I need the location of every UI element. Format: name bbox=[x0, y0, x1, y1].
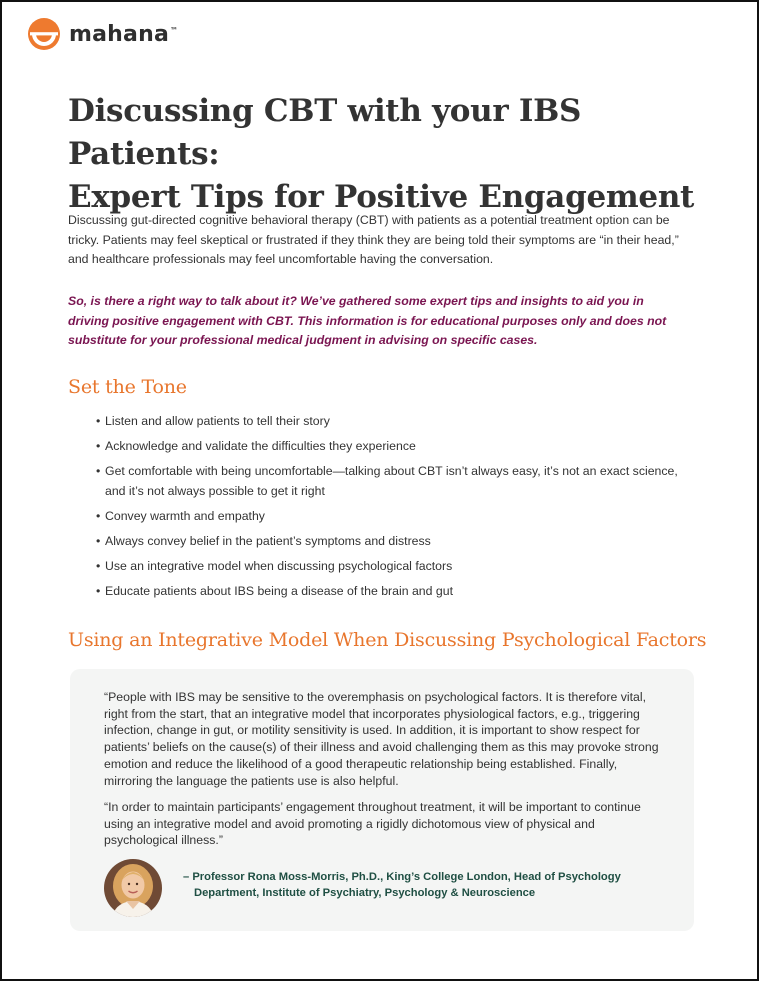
section-heading-set-the-tone: Set the Tone bbox=[68, 376, 187, 398]
document-title bbox=[68, 90, 708, 219]
bullet-icon: • bbox=[96, 464, 101, 479]
list-item-text: Educate patients about IBS being a disease of the brain and gut bbox=[105, 584, 453, 599]
quote-attribution bbox=[183, 870, 623, 901]
trademark-symbol: ™ bbox=[170, 25, 179, 35]
title-line-2: Expert Tips for Positive Engagement bbox=[68, 179, 695, 215]
quote-paragraph-2: “In order to maintain participants’ engagement throughout treatment, it will be important to continue using an integrative model and avoid promoting a rigidly dichotomous view of physical and psychological illness.” bbox=[104, 800, 641, 848]
brand-wordmark bbox=[69, 22, 178, 47]
list-item bbox=[96, 532, 686, 552]
bullet-icon: • bbox=[96, 584, 101, 599]
bullet-icon: • bbox=[96, 533, 101, 548]
list-item-text: Always convey belief in the patient’s symptoms and distress bbox=[105, 533, 431, 548]
tone-bullet-list bbox=[96, 412, 686, 607]
list-item bbox=[96, 507, 686, 527]
bullet-icon: • bbox=[96, 414, 101, 428]
avatar bbox=[104, 859, 162, 917]
list-item bbox=[96, 437, 686, 457]
brand-name: mahana bbox=[69, 21, 169, 47]
expert-quote-box bbox=[70, 669, 694, 931]
bullet-icon: • bbox=[96, 439, 101, 454]
callout-paragraph: So, is there a right way to talk about it? We’ve gathered some expert tips and insights to aid you in driving positive engagement with CBT. This information is for educational purposes only and does not substitute for your professional medical judgment in advising on specific cases. bbox=[68, 294, 667, 347]
list-item bbox=[96, 412, 686, 432]
section-heading-integrative-model: Using an Integrative Model When Discussing Psychological Factors bbox=[68, 629, 707, 651]
attribution-line-2: Department, Institute of Psychiatry, Psychology & Neuroscience bbox=[194, 886, 536, 899]
quote-paragraph-1: “People with IBS may be sensitive to the overemphasis on psychological factors. It is therefore vital, right from the start, that an integrative model that incorporates physiological factors, e.g., triggering infection, change in gut, or motility sensitivity is used. In addition, it is important to show respect for patients’ beliefs on the cause(s) of their illness and avoid challenging them as this may provoke strong emotion and reduce the likelihood of a good therapeutic relationship being established. Finally, mirroring the language the patients use is also helpful. bbox=[104, 690, 659, 788]
list-item-text: Use an integrative model when discussing psychological factors bbox=[105, 558, 453, 573]
mahana-logo-icon bbox=[27, 17, 61, 51]
list-item bbox=[96, 557, 686, 577]
intro-paragraph: Discussing gut-directed cognitive behavioral therapy (CBT) with patients as a potential treatment option can be tricky. Patients may feel skeptical or frustrated if they think they are being told their symptoms are “in their head,” and healthcare professionals may feel uncomfortable having the conversation. bbox=[68, 213, 679, 266]
expert-portrait-icon bbox=[104, 859, 162, 917]
list-item-text: Acknowledge and validate the difficulties they experience bbox=[105, 439, 416, 454]
list-item-text: Get comfortable with being uncomfortable—talking about CBT isn’t always easy, it’s not an exact science, and it’s not always possible to get it right bbox=[105, 464, 678, 498]
attribution-line-1: – Professor Rona Moss-Morris, Ph.D., King’s College London, Head of Psychology bbox=[183, 871, 621, 883]
list-item bbox=[96, 462, 686, 501]
list-item-text: Convey warmth and empathy bbox=[105, 508, 265, 523]
list-item-text: Listen and allow patients to tell their story bbox=[105, 414, 330, 428]
brand-logo bbox=[27, 17, 178, 51]
list-item bbox=[96, 582, 686, 602]
bullet-icon: • bbox=[96, 558, 101, 573]
bullet-icon: • bbox=[96, 508, 101, 523]
title-line-1: Discussing CBT with your IBS Patients: bbox=[68, 93, 582, 172]
